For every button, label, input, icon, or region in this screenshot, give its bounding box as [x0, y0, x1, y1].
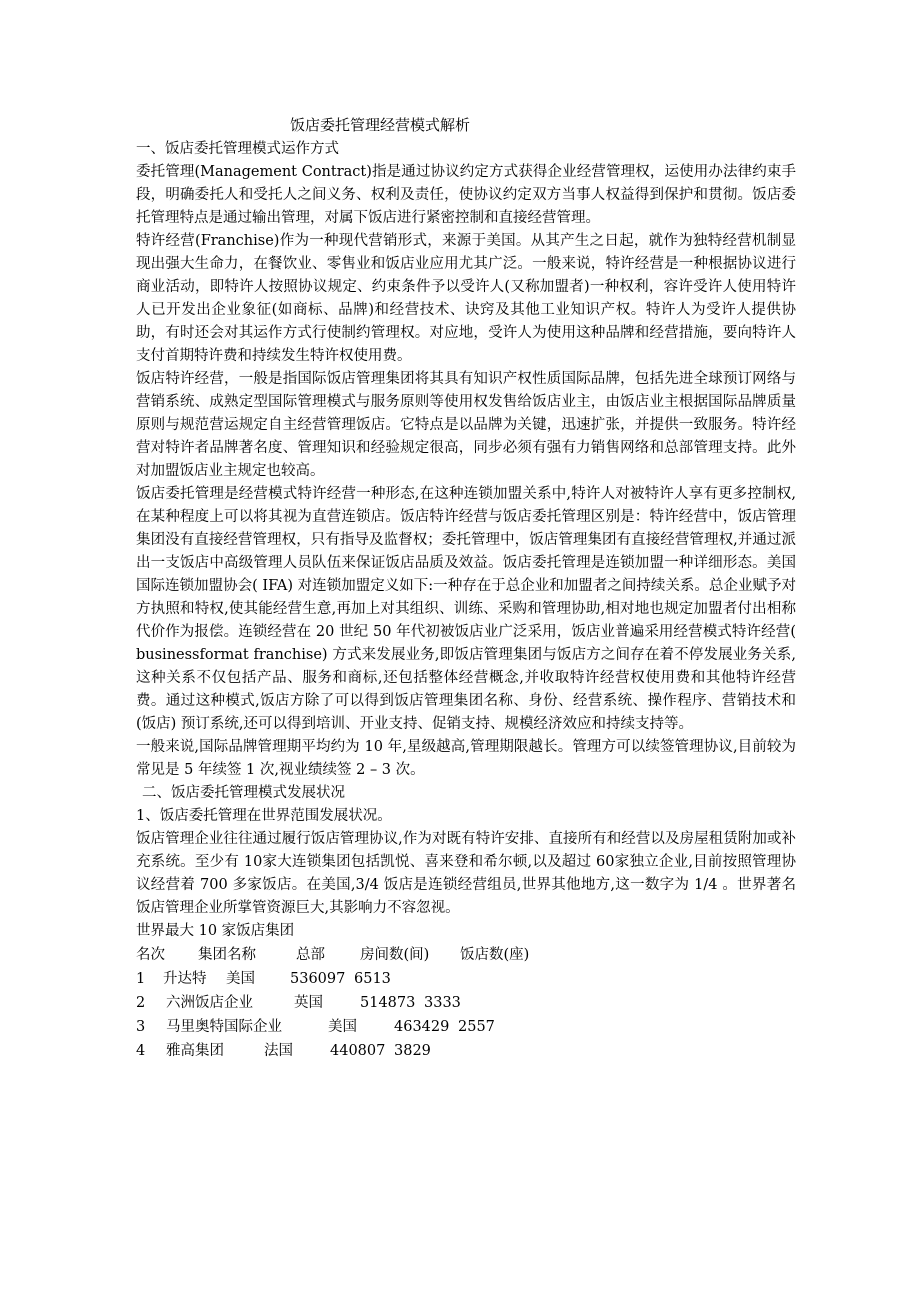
section-2-heading: 二、饭店委托管理模式发展状况 — [142, 785, 345, 801]
cell-hq: 英国 — [294, 995, 323, 1011]
cell-hotels: 3333 — [424, 995, 461, 1011]
cell-name: 雅高集团 — [166, 1043, 224, 1059]
table-row — [136, 1039, 796, 1063]
table-row — [136, 991, 796, 1015]
document-page — [136, 112, 796, 1063]
cell-rank: 1 — [136, 971, 146, 987]
document-title: 饭店委托管理经营模式解析 — [290, 116, 471, 134]
cell-name: 六洲饭店企业 — [166, 995, 253, 1011]
paragraph-contract-term: 一般来说,国际品牌管理期平均约为 10 年,星级越高,管理期限越长。管理方可以续签管理协议,目前较为常见是 5 年续签 1 次,视业绩续签 2 – 3 次。 — [136, 739, 796, 778]
cell-rank: 2 — [136, 995, 146, 1011]
header-hq: 总部 — [296, 947, 325, 963]
paragraph-management-contract: 委托管理(Management Contract)指是通过协议约定方式获得企业经营管理权，运使用办法律约束手段，明确委托人和受托人之间义务、权利及责任，使协议约定双方当事人权益得到保护和贯彻。饭店委托管理特点是通过输出管理，对属下饭店进行紧密控制和直接经营管理。 — [136, 164, 796, 226]
paragraph-hotel-franchise: 饭店特许经营，一般是指国际饭店管理集团将其具有知识产权性质国际品牌，包括先进全球预订网络与营销系统、成熟定型国际管理模式与服务原则等使用权发售给饭店业主，由饭店业主根据国际品牌质量原则与规范营运规定自主经营管理饭店。它特点是以品牌为关键，迅速扩张，并提供一致服务。特许经营对特许者品牌著名度、管理知识和经验规定很高，同步必须有强有力销售网络和总部管理支持。此外对加盟饭店业主规定也较高。 — [136, 371, 796, 479]
section-2-subheading: 1、饭店委托管理在世界范围发展状况。 — [136, 808, 392, 824]
header-rank: 名次 — [136, 947, 165, 963]
section-1-heading: 一、饭店委托管理模式运作方式 — [136, 141, 339, 157]
ranking-caption: 世界最大 10 家饭店集团 — [136, 923, 295, 939]
cell-hq: 美国 — [226, 971, 255, 987]
cell-hotels: 3829 — [394, 1043, 431, 1059]
header-rooms: 房间数(间) — [360, 947, 430, 963]
cell-rank: 3 — [136, 1019, 146, 1035]
header-name: 集团名称 — [198, 947, 256, 963]
cell-hotels: 2557 — [458, 1019, 495, 1035]
paragraph-contract-vs-franchise: 饭店委托管理是经营模式特许经营一种形态,在这种连锁加盟关系中,特许人对被特许人享有更多控制权,在某种程度上可以将其视为直营连锁店。饭店特许经营与饭店委托管理区别是：特许经营中，饭店管理集团没有直接经营管理权，只有指导及监督权；委托管理中，饭店管理集团有直接经营管理权,并通过派出一支饭店中高级管理人员队伍来保证饭店品质及效益。饭店委托管理是连锁加盟一种详细形态。美国国际连锁加盟协会( IFA) 对连锁加盟定义如下:一种存在于总企业和加盟者之间持续关系。总企业赋予对方执照和特权,使其能经营生意,再加上对其组织、训练、采购和管理协助,相对地也规定加盟者付出相称代价作为报偿。连锁经营在 20 世纪 50 年代初被饭店业广泛采用，饭店业普遍采用经营模式特许经营( businessformat franchise) 方式来发展业务,即饭店管理集团与饭店方之间存在着不停发展业务关系,这种关系不仅包括产品、服务和商标,还包括整体经营概念,并收取特许经营权使用费和其他特许经营费。通过这种模式,饭店方除了可以得到饭店管理集团名称、身份、经营系统、操作程序、营销技术和(饭店) 预订系统,还可以得到培训、开业支持、促销支持、规模经济效应和持续支持等。 — [136, 486, 796, 732]
table-row — [136, 1015, 796, 1039]
cell-rank: 4 — [136, 1043, 146, 1059]
ranking-table — [136, 943, 796, 1063]
header-hotels: 饭店数(座) — [460, 947, 530, 963]
cell-hq: 法国 — [264, 1043, 293, 1059]
cell-rooms: 463429 — [394, 1019, 450, 1035]
cell-rooms: 440807 — [330, 1043, 386, 1059]
cell-name: 马里奥特国际企业 — [166, 1019, 282, 1035]
cell-rooms: 514873 — [360, 995, 416, 1011]
table-row — [136, 967, 796, 991]
ranking-header-row — [136, 943, 796, 967]
cell-rooms: 536097 — [290, 971, 346, 987]
cell-hotels: 6513 — [354, 971, 391, 987]
cell-hq: 美国 — [328, 1019, 357, 1035]
paragraph-world-status: 饭店管理企业往往通过履行饭店管理协议,作为对既有特许安排、直接所有和经营以及房屋租赁附加或补充系统。至少有 10家大连锁集团包括凯悦、喜来登和希尔顿,以及超过 60家独立企业,目前按照管理协议经营着 700 多家饭店。在美国,3/4 饭店是连锁经营组员,世界其他地方,这一数字为 1/4 。世界著名饭店管理企业所掌管资源巨大,其影响力不容忽视。 — [136, 831, 796, 916]
cell-name: 升达特 — [163, 971, 207, 987]
paragraph-franchise: 特许经营(Franchise)作为一种现代营销形式，来源于美国。从其产生之日起，就作为独特经营机制显现出强大生命力，在餐饮业、零售业和饭店业应用尤其广泛。一般来说，特许经营是一种根据协议进行商业活动，即特许人按照协议规定、约束条件予以受许人(又称加盟者)一种权利，容许受许人使用特许人已开发出企业象征(如商标、品牌)和经营技术、诀窍及其他工业知识产权。特许人为受许人提供协助，有时还会对其运作方式行使制约管理权。对应地，受许人为使用这种品牌和经营措施，要向特许人支付首期特许费和持续发生特许权使用费。 — [136, 233, 796, 364]
